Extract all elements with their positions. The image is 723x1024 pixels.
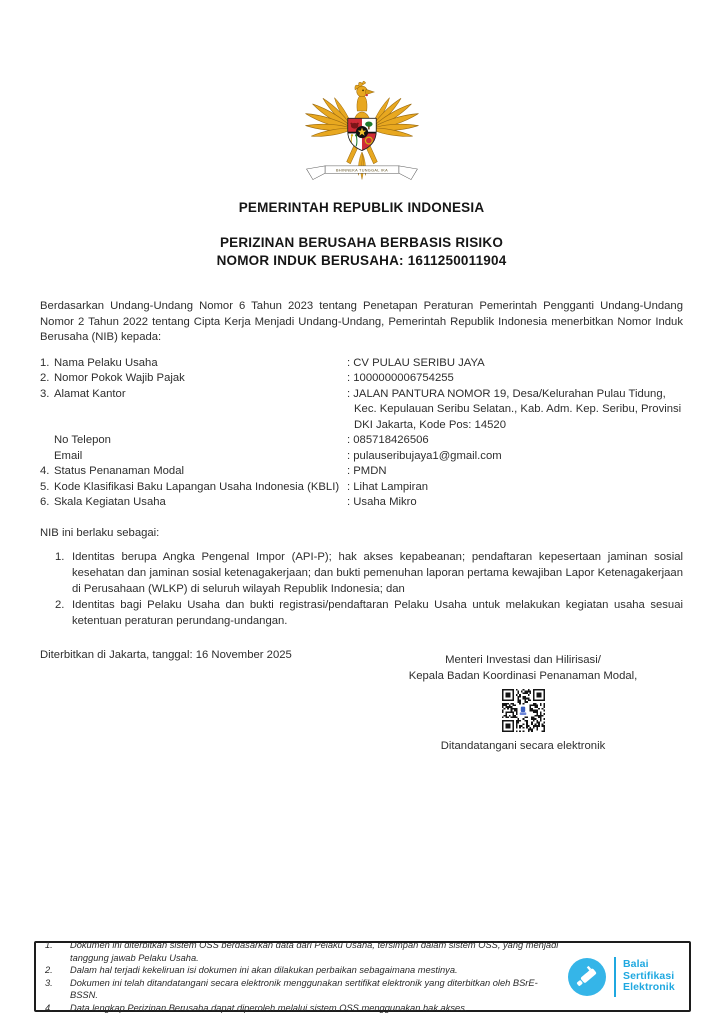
esign-note: Ditandatangani secara elektronik [440,740,606,752]
validity-item-text: Identitas bagi Pelaku Usaha dan bukti registrasi/pendaftaran Pelaku Usaha untuk melakukan kegiatan usaha sesuai ketentuan peraturan perundang-undangan. [72,599,683,627]
field-label: Nama Pelaku Usaha [54,356,158,369]
footer-note-number: 3. [45,977,53,988]
field-nama-pelaku-usaha [40,356,683,372]
field-value: : Usaha Mikro [347,496,417,508]
field-number: 5. [40,480,50,493]
field-number: 6. [40,496,50,508]
field-kbli [40,480,683,496]
bsre-logo-line2: Sertifikasi [623,969,675,982]
document-title [0,234,723,270]
field-value: : pulauseribujaya1@gmail.com [347,449,502,462]
bsre-logo-line1: Balai [623,958,649,971]
validity-list [40,549,683,629]
field-label: Kode Klasifikasi Baku Lapangan Usaha Indonesia (KBLI) [54,480,340,493]
field-label: Email [54,449,83,462]
bsre-logo-divider [614,957,616,997]
footer-note [45,964,561,977]
document-title-line1: PERIZINAN BERUSAHA BERBASIS RISIKO [219,235,504,250]
footer-notes [36,933,567,1020]
field-number: 1. [40,356,50,369]
intro-paragraph: Berdasarkan Undang-Undang Nomor 6 Tahun 2023 tentang Penetapan Peraturan Pemerintah Pengganti Undang-Undang Nomor 2 Tahun 2022 tentang Cipta Kerja Menjadi Undang-Undang, Pemerintah Republik Indonesia menerbitkan Nomor Induk Berusaha (NIB) kepada: [40,300,683,343]
document-title-line2: NOMOR INDUK BERUSAHA: 1611250011904 [216,253,507,268]
authority-line1: Menteri Investasi dan Hilirisasi/ [445,654,601,666]
signature-block [358,652,688,754]
bhinneka-motto: BHINNEKA TUNGGAL IKA [335,168,388,173]
bsre-logo-icon [567,957,607,997]
field-value: : 1000000006754255 [347,372,454,384]
bsre-logo-line3: Elektronik [623,981,675,994]
footer-note-number: 1. [45,940,53,950]
footer-disclaimer-box [34,941,691,1012]
validity-item [55,549,683,597]
field-number: 4. [40,465,50,477]
footer-note-text: Dokumen ini telah ditandatangani secara elektronik menggunakan sertifikat elektronik yang diterbitkan oleh BSrE-BSSN. [70,977,538,1000]
footer-note-text: Dokumen ini diterbitkan sistem OSS berdasarkan data dari Pelaku Usaha, tersimpan dalam sistem OSS, yang menjadi tanggung jawab Pelaku Usaha. [70,940,559,963]
field-label: Alamat Kantor [54,387,126,400]
issued-line: Diterbitkan di Jakarta, tanggal: 16 November 2025 [40,649,292,661]
field-value: : 085718426506 [347,434,429,446]
field-alamat-kantor [40,387,683,434]
garuda-pancasila-emblem [296,74,428,188]
field-npwp [40,371,683,387]
field-number: 3. [40,387,50,400]
validity-heading: NIB ini berlaku sebagai: [40,526,160,539]
garuda-emblem-svg [296,74,428,186]
field-number: 2. [40,372,50,384]
footer-note-number: 2. [45,965,53,975]
field-label: Status Penanaman Modal [54,465,184,477]
field-label: Nomor Pokok Wajib Pajak [54,372,185,384]
field-value: : Lihat Lampiran [347,480,429,493]
qr-center-bsre-icon [518,705,529,716]
field-value: : PMDN [347,465,387,477]
field-no-telepon [40,433,683,449]
validity-item-number: 1. [55,551,65,563]
footer-note [45,977,561,1002]
footer-note [45,1002,561,1015]
footer-note-text: Data lengkap Perizinan Berusaha dapat diperoleh melalui sistem OSS menggunakan hak akses. [70,1002,468,1013]
bsre-logo-text [623,959,675,994]
footer-note-number: 4. [45,1002,53,1013]
field-status-penanaman-modal [40,464,683,480]
document-body [40,299,683,664]
qr-code [502,689,545,732]
field-skala-kegiatan-usaha [40,495,683,511]
government-title: PEMERINTAH REPUBLIK INDONESIA [238,200,485,215]
business-fields [40,356,683,511]
field-number [40,449,54,465]
validity-item-number: 2. [55,599,65,611]
validity-item-text: Identitas berupa Angka Pengenal Impor (API-P); hak akses kepabeanan; pendaftaran kepesertaan jaminan sosial kesehatan dan jaminan sosial ketenagakerjaan; dan bukti pemenuhan laporan pertama kewajiban Lapor Ketenagakerjaan di Perusahaan (WLKP) di seluruh wilayah Republik Indonesia; dan [72,551,683,595]
bsre-logo [567,957,689,997]
validity-item [55,597,683,629]
field-number [40,433,54,449]
authority-line2: Kepala Badan Koordinasi Penanaman Modal, [408,670,638,682]
field-label: No Telepon [54,434,111,446]
field-value: : JALAN PANTURA NOMOR 19, Desa/Kelurahan Pulau Tidung, Kec. Kepulauan Seribu Selatan., Kab. Adm. Kep. Seribu, Provinsi DKI Jakarta, Kode Pos: 14520 [347,387,682,431]
field-email [40,449,683,465]
field-label: Skala Kegiatan Usaha [54,496,166,508]
footer-note-text: Dalam hal terjadi kekeliruan isi dokumen ini akan dilakukan perbaikan sebagaimana mestinya. [70,965,458,975]
footer-note [45,939,561,964]
field-value: : CV PULAU SERIBU JAYA [347,356,485,369]
